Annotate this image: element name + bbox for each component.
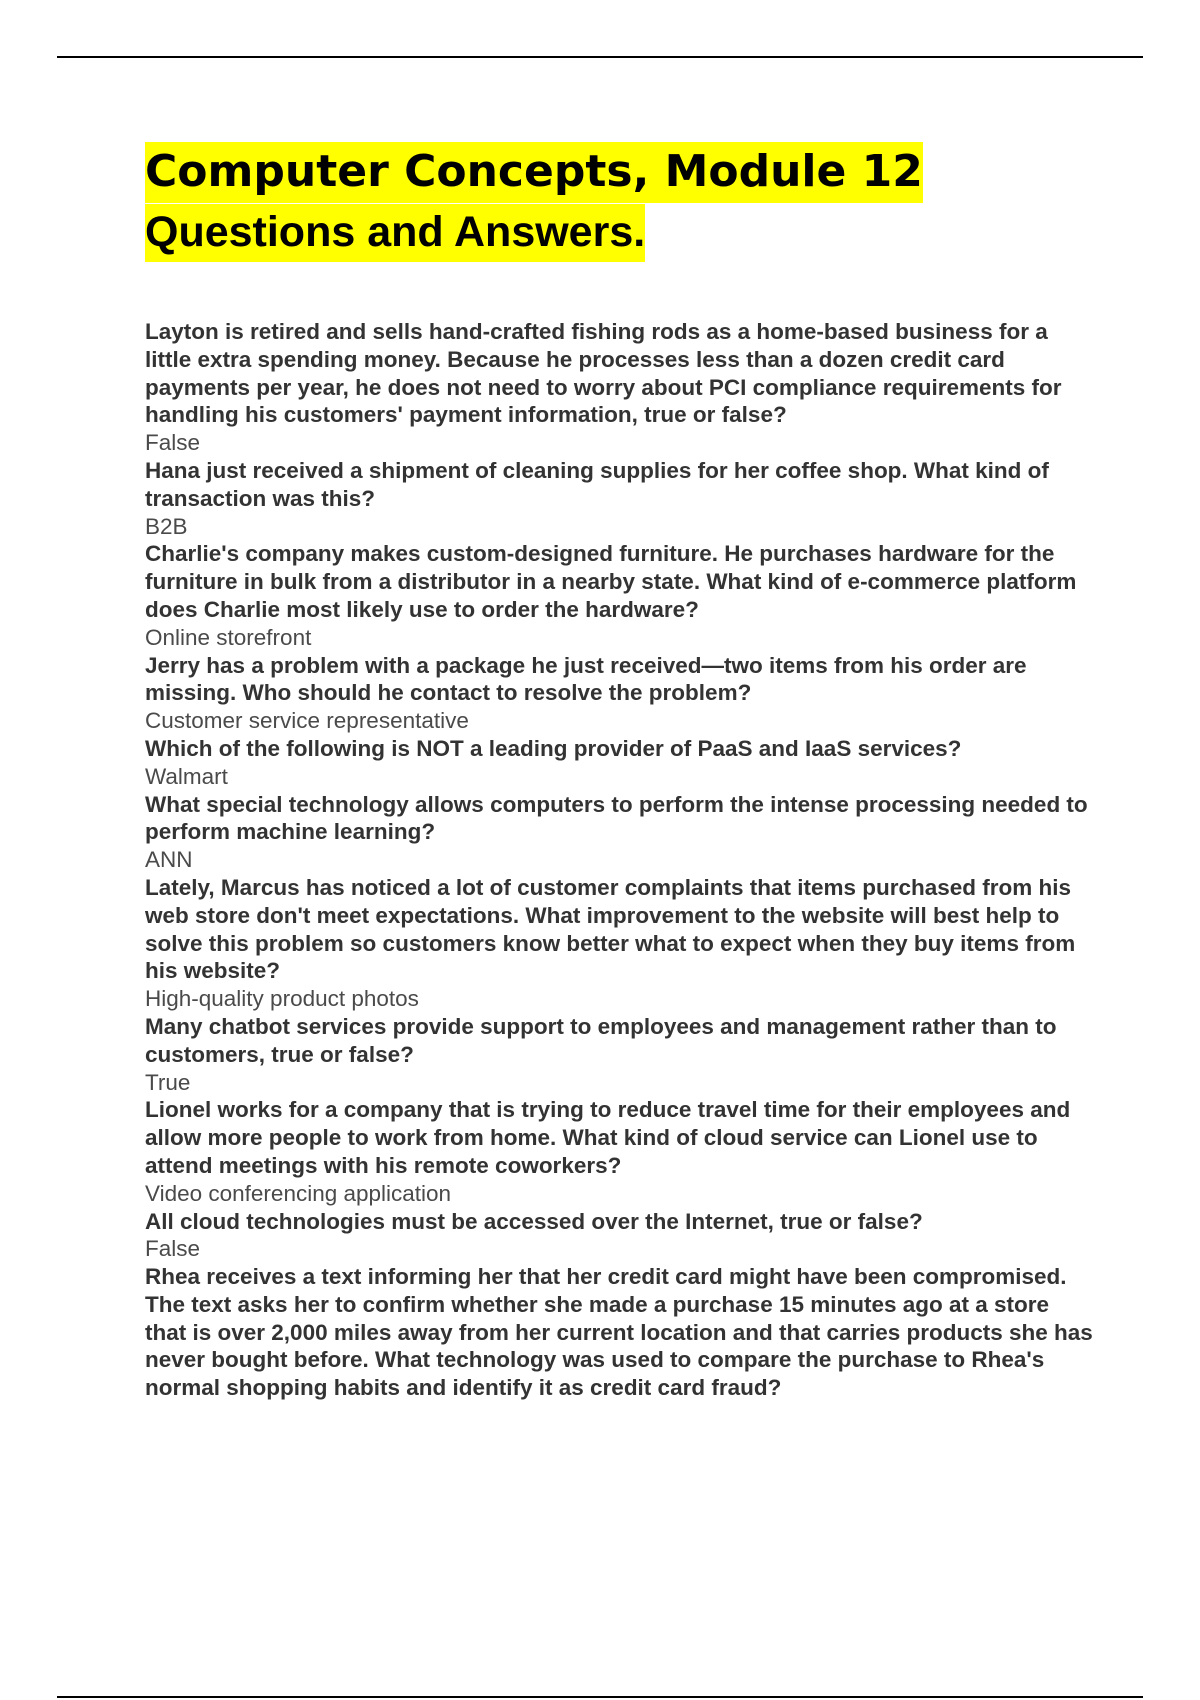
footer-rule [57, 1696, 1143, 1698]
question-text: Rhea receives a text informing her that her credit card might have been compromised. The text asks her to confirm whether she made a purchase 15 minutes ago at a store that is over 2,000 miles away from her current location and that carries products she has never bought before. What technology was used to compare the purchase to Rhea's normal shopping habits and identify it as credit card fraud? [145, 1264, 1093, 1401]
qa-item-10 [145, 1208, 1095, 1264]
document-title [145, 142, 1095, 262]
answer-text: False [145, 430, 201, 456]
qa-item-8 [145, 1013, 1095, 1096]
qa-item-4 [145, 652, 1095, 735]
question-text: Hana just received a shipment of cleaning supplies for her coffee shop. What kind of transaction was this? [145, 457, 1049, 511]
qa-item-7 [145, 874, 1095, 1013]
qa-list [145, 318, 1095, 1402]
qa-item-11 [145, 1263, 1095, 1402]
answer-text: Video conferencing application [145, 1180, 452, 1206]
answer-text: True [145, 1069, 191, 1095]
question-text: What special technology allows computers to perform the intense processing needed to perform machine learning? [145, 791, 1088, 845]
title-highlight-2 [145, 204, 645, 262]
answer-text: B2B [145, 513, 188, 539]
question-text: All cloud technologies must be accessed over the Internet, true or false? [145, 1208, 923, 1234]
answer-text: Customer service representative [145, 708, 469, 734]
question-text: Charlie's company makes custom-designed furniture. He purchases hardware for the furniture in bulk from a distributor in a nearby state. What kind of e-commerce platform does Charlie most likely use to order the hardware? [145, 541, 1077, 622]
question-text: Layton is retired and sells hand-crafted fishing rods as a home-based business for a little extra spending money. Because he processes less than a dozen credit card payments per year, he does not need to worry about PCI compliance requirements for handling his customers' payment information, true or false? [145, 319, 1062, 428]
answer-text: Walmart [145, 763, 228, 789]
qa-item-6 [145, 791, 1095, 874]
question-text: Jerry has a problem with a package he just received—two items from his order are missing. Who should he contact to resolve the problem? [145, 652, 1027, 706]
qa-item-9 [145, 1096, 1095, 1207]
answer-text: ANN [145, 847, 193, 873]
question-text: Many chatbot services provide support to employees and management rather than to customers, true or false? [145, 1013, 1057, 1067]
answer-text: False [145, 1236, 201, 1262]
answer-text: Online storefront [145, 624, 312, 650]
question-text: Lately, Marcus has noticed a lot of customer complaints that items purchased from his web store don't meet expectations. What improvement to the website will best help to solve this problem so customers know better what to expect when they buy items from his website? [145, 874, 1076, 984]
qa-item-5 [145, 735, 1095, 791]
header-rule [57, 56, 1143, 58]
question-text: Which of the following is NOT a leading provider of PaaS and IaaS services? [145, 735, 962, 761]
qa-item-1 [145, 318, 1095, 457]
answer-text: High-quality product photos [145, 986, 419, 1012]
qa-item-2 [145, 457, 1095, 540]
title-highlight-1: Computer Concepts, Module 12 [145, 142, 923, 203]
question-text: Lionel works for a company that is trying to reduce travel time for their employees and allow more people to work from home. What kind of cloud service can Lionel use to attend meetings with his remote coworkers? [145, 1097, 1071, 1178]
title-part2-text: Questions and Answers. [145, 208, 646, 256]
qa-item-3 [145, 540, 1095, 651]
